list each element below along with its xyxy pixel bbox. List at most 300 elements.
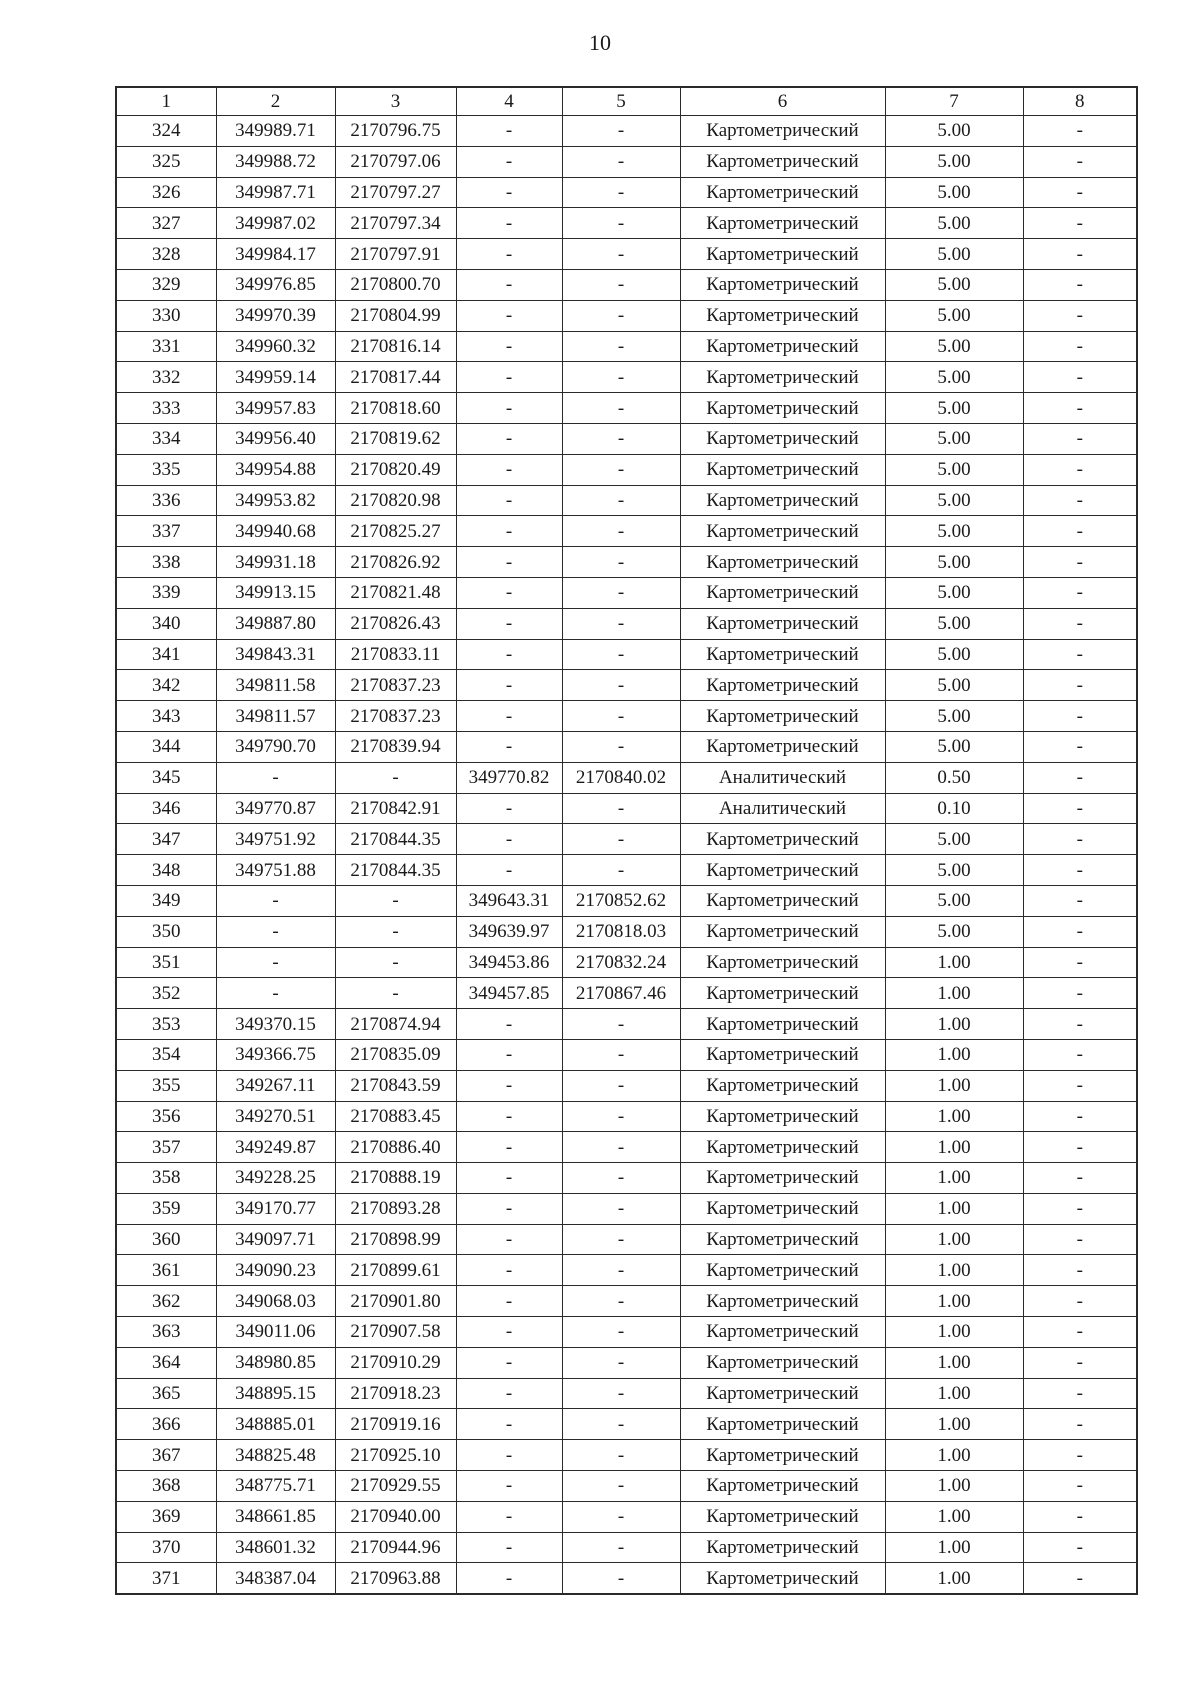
- table-cell: Картометрический: [680, 300, 885, 331]
- table-cell: Картометрический: [680, 485, 885, 516]
- table-cell: 1.00: [885, 1163, 1023, 1194]
- table-cell: Картометрический: [680, 1163, 885, 1194]
- column-header: 8: [1023, 87, 1137, 116]
- table-cell: -: [456, 793, 562, 824]
- table-cell: -: [562, 423, 680, 454]
- table-row: [116, 1501, 1137, 1532]
- table-cell: Картометрический: [680, 885, 885, 916]
- table-cell: -: [562, 670, 680, 701]
- table-cell: 336: [116, 485, 216, 516]
- table-cell: 5.00: [885, 269, 1023, 300]
- table-cell: -: [562, 362, 680, 393]
- table-cell: -: [456, 608, 562, 639]
- table-cell: -: [335, 762, 456, 793]
- table-cell: -: [562, 300, 680, 331]
- table-row: [116, 670, 1137, 701]
- table-cell: Картометрический: [680, 362, 885, 393]
- table-cell: -: [1023, 793, 1137, 824]
- table-cell: Картометрический: [680, 1440, 885, 1471]
- table-cell: 349887.80: [216, 608, 335, 639]
- table-cell: -: [456, 731, 562, 762]
- table-row: [116, 1378, 1137, 1409]
- table-cell: -: [456, 1440, 562, 1471]
- table-cell: Картометрический: [680, 1409, 885, 1440]
- table-cell: 370: [116, 1532, 216, 1563]
- table-cell: -: [562, 1347, 680, 1378]
- table-cell: 1.00: [885, 1409, 1023, 1440]
- table-cell: -: [456, 1563, 562, 1594]
- table-cell: 351: [116, 947, 216, 978]
- table-cell: -: [1023, 1532, 1137, 1563]
- table-cell: -: [562, 485, 680, 516]
- table-cell: -: [1023, 1563, 1137, 1594]
- table-cell: Картометрический: [680, 547, 885, 578]
- table-cell: 348: [116, 855, 216, 886]
- table-cell: -: [1023, 916, 1137, 947]
- table-cell: 2170925.10: [335, 1440, 456, 1471]
- table-row: [116, 947, 1137, 978]
- table-cell: 2170883.45: [335, 1101, 456, 1132]
- table-cell: 349970.39: [216, 300, 335, 331]
- table-row: [116, 731, 1137, 762]
- table-cell: -: [1023, 947, 1137, 978]
- table-cell: -: [562, 1255, 680, 1286]
- table-cell: -: [562, 1440, 680, 1471]
- table-cell: -: [335, 885, 456, 916]
- table-cell: 368: [116, 1471, 216, 1502]
- table-cell: 1.00: [885, 1317, 1023, 1348]
- table-cell: -: [1023, 1347, 1137, 1378]
- table-row: [116, 454, 1137, 485]
- table-row: [116, 547, 1137, 578]
- table-cell: 339: [116, 577, 216, 608]
- table-cell: Картометрический: [680, 516, 885, 547]
- table-cell: -: [562, 855, 680, 886]
- table-cell: 5.00: [885, 731, 1023, 762]
- table-cell: Картометрический: [680, 1101, 885, 1132]
- table-cell: 2170797.34: [335, 208, 456, 239]
- table-cell: -: [456, 1224, 562, 1255]
- column-header: 7: [885, 87, 1023, 116]
- table-cell: 349987.02: [216, 208, 335, 239]
- table-cell: -: [456, 1409, 562, 1440]
- table-cell: Картометрический: [680, 701, 885, 732]
- table-cell: 1.00: [885, 1009, 1023, 1040]
- table-cell: 349987.71: [216, 177, 335, 208]
- table-cell: 329: [116, 269, 216, 300]
- table-cell: 2170804.99: [335, 300, 456, 331]
- table-cell: Картометрический: [680, 1471, 885, 1502]
- table-cell: 330: [116, 300, 216, 331]
- table-cell: -: [562, 146, 680, 177]
- table-cell: -: [1023, 885, 1137, 916]
- table-cell: 1.00: [885, 1101, 1023, 1132]
- table-cell: 361: [116, 1255, 216, 1286]
- table-cell: -: [562, 331, 680, 362]
- table-cell: 359: [116, 1193, 216, 1224]
- table-cell: 2170818.60: [335, 393, 456, 424]
- table-cell: Картометрический: [680, 731, 885, 762]
- table-cell: 349790.70: [216, 731, 335, 762]
- column-header: 1: [116, 87, 216, 116]
- table-row: [116, 639, 1137, 670]
- table-cell: 5.00: [885, 331, 1023, 362]
- table-row: [116, 1409, 1137, 1440]
- table-cell: 2170837.23: [335, 670, 456, 701]
- table-cell: 2170835.09: [335, 1039, 456, 1070]
- table-cell: Картометрический: [680, 1193, 885, 1224]
- table-cell: Картометрический: [680, 1501, 885, 1532]
- table-cell: 349267.11: [216, 1070, 335, 1101]
- table-cell: -: [1023, 1009, 1137, 1040]
- table-row: [116, 146, 1137, 177]
- table-cell: 337: [116, 516, 216, 547]
- table-cell: 1.00: [885, 1501, 1023, 1532]
- table-cell: 356: [116, 1101, 216, 1132]
- table-cell: 5.00: [885, 485, 1023, 516]
- table-cell: 357: [116, 1132, 216, 1163]
- table-cell: Картометрический: [680, 1070, 885, 1101]
- table-cell: -: [456, 454, 562, 485]
- column-header: 4: [456, 87, 562, 116]
- table-cell: Картометрический: [680, 608, 885, 639]
- table-cell: 348601.32: [216, 1532, 335, 1563]
- table-cell: -: [335, 947, 456, 978]
- table-cell: Картометрический: [680, 1347, 885, 1378]
- table-cell: 325: [116, 146, 216, 177]
- table-cell: Картометрический: [680, 239, 885, 270]
- table-cell: 1.00: [885, 1471, 1023, 1502]
- table-cell: 328: [116, 239, 216, 270]
- table-cell: 2170893.28: [335, 1193, 456, 1224]
- table-cell: 346: [116, 793, 216, 824]
- table-row: [116, 885, 1137, 916]
- table-row: [116, 978, 1137, 1009]
- table-cell: 355: [116, 1070, 216, 1101]
- table-row: [116, 577, 1137, 608]
- table-cell: 0.10: [885, 793, 1023, 824]
- table-cell: Картометрический: [680, 208, 885, 239]
- table-cell: Картометрический: [680, 1132, 885, 1163]
- table-cell: Картометрический: [680, 916, 885, 947]
- table-cell: -: [456, 855, 562, 886]
- table-cell: 2170899.61: [335, 1255, 456, 1286]
- table-row: [116, 208, 1137, 239]
- table-cell: 2170820.49: [335, 454, 456, 485]
- table-cell: -: [456, 1193, 562, 1224]
- table-cell: 2170901.80: [335, 1286, 456, 1317]
- table-cell: Картометрический: [680, 1286, 885, 1317]
- table-cell: Картометрический: [680, 1224, 885, 1255]
- table-cell: -: [562, 639, 680, 670]
- table-cell: 333: [116, 393, 216, 424]
- table-cell: 363: [116, 1317, 216, 1348]
- table-cell: 360: [116, 1224, 216, 1255]
- table-cell: -: [1023, 639, 1137, 670]
- table-cell: -: [456, 670, 562, 701]
- table-row: [116, 1286, 1137, 1317]
- table-cell: 349097.71: [216, 1224, 335, 1255]
- table-cell: 349453.86: [456, 947, 562, 978]
- table-cell: -: [456, 1163, 562, 1194]
- table-cell: 2170826.92: [335, 547, 456, 578]
- table-cell: -: [562, 1193, 680, 1224]
- table-cell: 348885.01: [216, 1409, 335, 1440]
- table-cell: 349068.03: [216, 1286, 335, 1317]
- table-cell: -: [1023, 393, 1137, 424]
- page-number: 10: [589, 30, 611, 55]
- table-cell: -: [456, 1286, 562, 1317]
- table-cell: -: [1023, 146, 1137, 177]
- table-row: [116, 1132, 1137, 1163]
- table-cell: Картометрический: [680, 577, 885, 608]
- table-cell: 349457.85: [456, 978, 562, 1009]
- table-row: [116, 269, 1137, 300]
- table-row: [116, 116, 1137, 147]
- coordinates-table: [115, 86, 1138, 1595]
- table-cell: -: [456, 577, 562, 608]
- table-cell: -: [456, 1501, 562, 1532]
- table-cell: 349770.82: [456, 762, 562, 793]
- table-cell: -: [562, 116, 680, 147]
- table-cell: -: [1023, 608, 1137, 639]
- table-cell: 349751.92: [216, 824, 335, 855]
- table-cell: 354: [116, 1039, 216, 1070]
- table-cell: -: [1023, 701, 1137, 732]
- table-cell: 2170898.99: [335, 1224, 456, 1255]
- table-cell: 5.00: [885, 885, 1023, 916]
- table-cell: 349913.15: [216, 577, 335, 608]
- table-row: [116, 824, 1137, 855]
- table-cell: 349643.31: [456, 885, 562, 916]
- table-cell: 349960.32: [216, 331, 335, 362]
- table-cell: -: [562, 1286, 680, 1317]
- table-cell: -: [562, 1224, 680, 1255]
- table-cell: 349: [116, 885, 216, 916]
- table-cell: 371: [116, 1563, 216, 1594]
- table-cell: Картометрический: [680, 670, 885, 701]
- table-cell: 2170888.19: [335, 1163, 456, 1194]
- table-cell: -: [1023, 269, 1137, 300]
- table-cell: 5.00: [885, 362, 1023, 393]
- table-cell: 5.00: [885, 177, 1023, 208]
- table-cell: -: [562, 1378, 680, 1409]
- table-row: [116, 362, 1137, 393]
- table-cell: -: [456, 516, 562, 547]
- table-cell: -: [1023, 423, 1137, 454]
- table-cell: 342: [116, 670, 216, 701]
- table-cell: -: [562, 824, 680, 855]
- table-row: [116, 239, 1137, 270]
- table-cell: 5.00: [885, 547, 1023, 578]
- table-cell: 348775.71: [216, 1471, 335, 1502]
- table-cell: 345: [116, 762, 216, 793]
- table-cell: 331: [116, 331, 216, 362]
- table-cell: -: [456, 239, 562, 270]
- table-cell: 349270.51: [216, 1101, 335, 1132]
- table-cell: 334: [116, 423, 216, 454]
- table-cell: -: [456, 1132, 562, 1163]
- table-cell: 349976.85: [216, 269, 335, 300]
- table-cell: -: [562, 608, 680, 639]
- table-cell: 2170852.62: [562, 885, 680, 916]
- table-cell: -: [562, 393, 680, 424]
- table-cell: -: [1023, 577, 1137, 608]
- table-cell: 2170844.35: [335, 824, 456, 855]
- table-cell: -: [456, 1378, 562, 1409]
- table-cell: 2170821.48: [335, 577, 456, 608]
- table-cell: 2170817.44: [335, 362, 456, 393]
- table-cell: 1.00: [885, 1193, 1023, 1224]
- table-cell: 2170797.06: [335, 146, 456, 177]
- table-row: [116, 423, 1137, 454]
- table-cell: 347: [116, 824, 216, 855]
- table-cell: 2170826.43: [335, 608, 456, 639]
- table-cell: -: [562, 1070, 680, 1101]
- table-row: [116, 1224, 1137, 1255]
- column-header: 2: [216, 87, 335, 116]
- table-cell: 349228.25: [216, 1163, 335, 1194]
- table-cell: -: [1023, 1070, 1137, 1101]
- table-cell: Картометрический: [680, 1039, 885, 1070]
- table-cell: -: [216, 978, 335, 1009]
- table-cell: -: [1023, 1471, 1137, 1502]
- table-cell: 5.00: [885, 608, 1023, 639]
- table-cell: 349843.31: [216, 639, 335, 670]
- table-cell: 2170800.70: [335, 269, 456, 300]
- table-cell: -: [456, 1317, 562, 1348]
- table-cell: -: [456, 269, 562, 300]
- table-cell: 5.00: [885, 116, 1023, 147]
- table-cell: -: [456, 1255, 562, 1286]
- table-row: [116, 855, 1137, 886]
- table-cell: -: [216, 947, 335, 978]
- table-cell: -: [1023, 208, 1137, 239]
- table-cell: 353: [116, 1009, 216, 1040]
- table-cell: 364: [116, 1347, 216, 1378]
- table-cell: -: [1023, 1193, 1137, 1224]
- table-cell: 2170867.46: [562, 978, 680, 1009]
- table-cell: Картометрический: [680, 146, 885, 177]
- table-cell: -: [335, 978, 456, 1009]
- table-cell: 327: [116, 208, 216, 239]
- table-cell: 2170839.94: [335, 731, 456, 762]
- table-cell: -: [456, 639, 562, 670]
- table-cell: -: [216, 916, 335, 947]
- table-cell: -: [1023, 731, 1137, 762]
- table-cell: -: [456, 1347, 562, 1378]
- table-row: [116, 1039, 1137, 1070]
- table-cell: -: [562, 1163, 680, 1194]
- table-cell: -: [216, 762, 335, 793]
- table-row: [116, 1255, 1137, 1286]
- table-cell: Картометрический: [680, 269, 885, 300]
- table-row: [116, 331, 1137, 362]
- table-row: [116, 516, 1137, 547]
- table-cell: Картометрический: [680, 331, 885, 362]
- table-cell: Картометрический: [680, 855, 885, 886]
- table-cell: 5.00: [885, 239, 1023, 270]
- table-cell: 2170844.35: [335, 855, 456, 886]
- table-cell: 349989.71: [216, 116, 335, 147]
- table-cell: 2170919.16: [335, 1409, 456, 1440]
- table-cell: Картометрический: [680, 1532, 885, 1563]
- table-cell: 2170842.91: [335, 793, 456, 824]
- table-cell: Аналитический: [680, 762, 885, 793]
- table-header-row: [116, 87, 1137, 116]
- table-row: [116, 608, 1137, 639]
- table-cell: -: [1023, 824, 1137, 855]
- table-cell: 1.00: [885, 1347, 1023, 1378]
- table-cell: 1.00: [885, 1563, 1023, 1594]
- table-cell: -: [562, 547, 680, 578]
- table-cell: -: [1023, 670, 1137, 701]
- table-row: [116, 1317, 1137, 1348]
- table-cell: -: [562, 1132, 680, 1163]
- table-cell: 2170797.91: [335, 239, 456, 270]
- table-cell: Картометрический: [680, 177, 885, 208]
- table-cell: 349639.97: [456, 916, 562, 947]
- table-cell: -: [562, 577, 680, 608]
- table-cell: 5.00: [885, 855, 1023, 886]
- table-cell: 362: [116, 1286, 216, 1317]
- table-cell: Картометрический: [680, 1009, 885, 1040]
- table-cell: 349953.82: [216, 485, 335, 516]
- table-cell: -: [562, 1501, 680, 1532]
- table-cell: -: [456, 485, 562, 516]
- table-cell: 349811.57: [216, 701, 335, 732]
- table-cell: -: [1023, 1378, 1137, 1409]
- table-cell: 1.00: [885, 1378, 1023, 1409]
- table-cell: -: [562, 1039, 680, 1070]
- table-row: [116, 300, 1137, 331]
- table-cell: 349370.15: [216, 1009, 335, 1040]
- table-cell: 2170796.75: [335, 116, 456, 147]
- table-cell: -: [562, 1471, 680, 1502]
- table-cell: -: [1023, 177, 1137, 208]
- table-cell: 5.00: [885, 516, 1023, 547]
- table-row: [116, 701, 1137, 732]
- table-cell: 335: [116, 454, 216, 485]
- table-cell: 1.00: [885, 1286, 1023, 1317]
- table-cell: 1.00: [885, 1224, 1023, 1255]
- table-cell: -: [1023, 1286, 1137, 1317]
- table-cell: 349940.68: [216, 516, 335, 547]
- table-cell: 349931.18: [216, 547, 335, 578]
- table-row: [116, 1471, 1137, 1502]
- table-cell: -: [456, 824, 562, 855]
- table-cell: 349249.87: [216, 1132, 335, 1163]
- table-cell: 349090.23: [216, 1255, 335, 1286]
- table-row: [116, 1009, 1137, 1040]
- table-cell: 349988.72: [216, 146, 335, 177]
- table-cell: -: [1023, 1224, 1137, 1255]
- table-row: [116, 485, 1137, 516]
- table-cell: 2170818.03: [562, 916, 680, 947]
- table-cell: Картометрический: [680, 454, 885, 485]
- table-cell: Картометрический: [680, 639, 885, 670]
- table-cell: -: [562, 1317, 680, 1348]
- table-cell: -: [1023, 978, 1137, 1009]
- table-cell: 358: [116, 1163, 216, 1194]
- table-cell: Картометрический: [680, 1317, 885, 1348]
- table-cell: -: [1023, 1101, 1137, 1132]
- table-cell: -: [456, 362, 562, 393]
- table-cell: -: [1023, 485, 1137, 516]
- table-cell: -: [1023, 239, 1137, 270]
- table-cell: Картометрический: [680, 947, 885, 978]
- table-body: [116, 116, 1137, 1595]
